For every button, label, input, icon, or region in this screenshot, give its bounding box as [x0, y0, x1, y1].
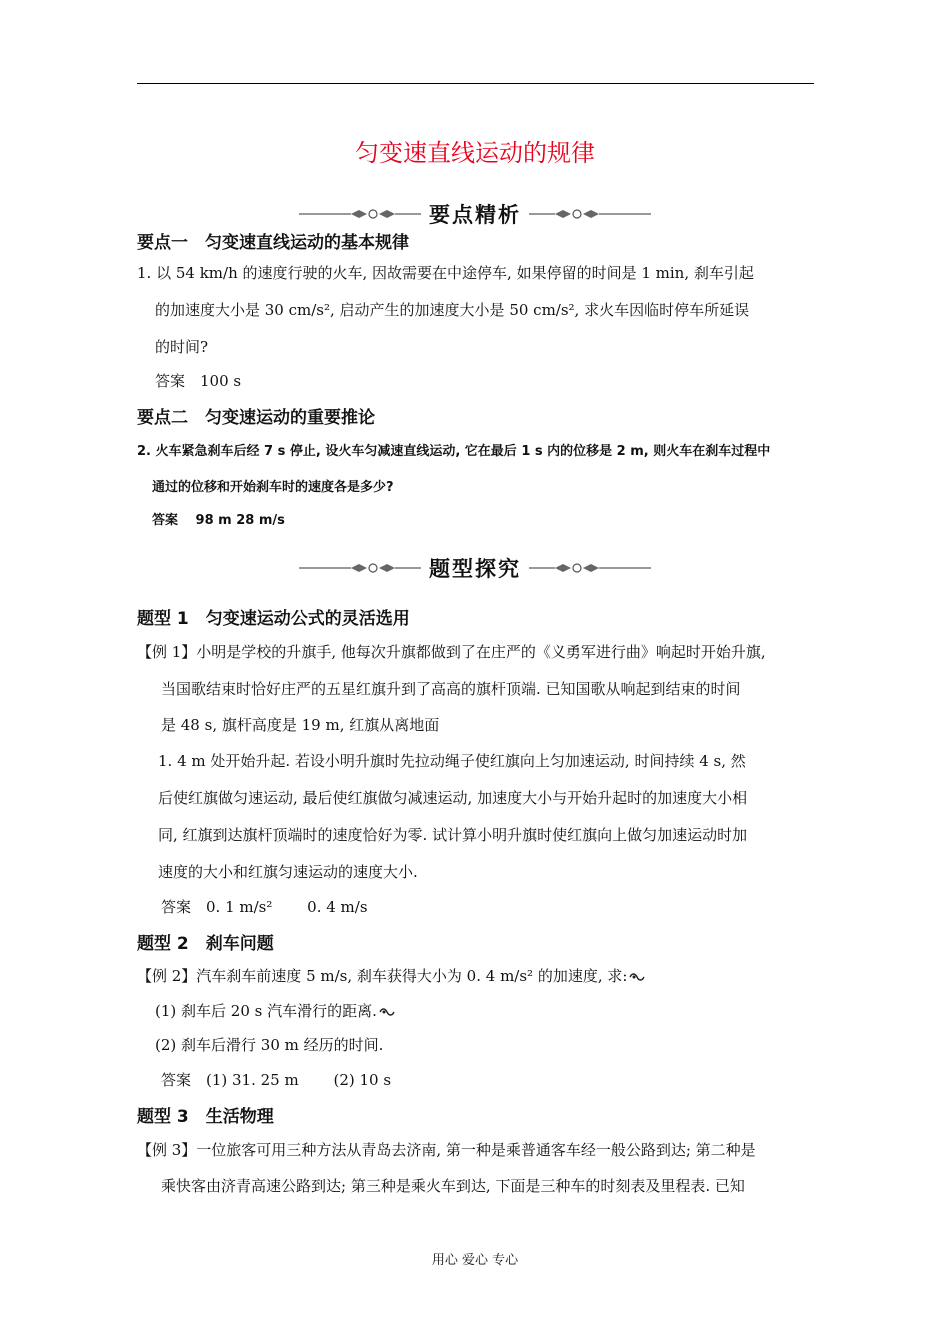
- ornament-right-icon: [529, 208, 651, 220]
- example-1-line: 1. 4 m 处开始升起. 若设小明升旗时先拉动绳子使红旗向上匀加速运动, 时间持续 4 s, 然: [158, 752, 746, 770]
- section-banner-key-points: [0, 199, 950, 229]
- question-2-line: 通过的位移和开始刹车时的速度各是多少?: [152, 480, 394, 495]
- page-title: 匀变速直线运动的规律: [355, 139, 595, 167]
- ornament-left-icon: [299, 208, 421, 220]
- type-2-heading: 题型 2 刹车问题: [137, 934, 274, 954]
- ornament-left-icon: [299, 562, 421, 574]
- banner-label: 要点精析: [429, 203, 521, 227]
- example-3-line: 乘快客由济青高速公路到达; 第三种是乘火车到达, 下面是三种车的时刻表及里程表. 已知: [161, 1177, 745, 1195]
- annotation-mark-icon: [629, 972, 645, 982]
- point-2-heading: 要点二 匀变速运动的重要推论: [137, 408, 375, 428]
- answer-2: 答案 98 m 28 m/s: [152, 513, 285, 528]
- annotation-mark-icon: [379, 1007, 395, 1017]
- example-1-line: 当国歌结束时恰好庄严的五星红旗升到了高高的旗杆顶端. 已知国歌从响起到结束的时间: [161, 680, 741, 698]
- example-2-line: [137, 965, 645, 986]
- example-1-line: 后使红旗做匀速运动, 最后使红旗做匀减速运动, 加速度大小与开始升起时的加速度大小相: [158, 789, 748, 807]
- example-1-line: 【例 1】小明是学校的升旗手, 他每次升旗都做到了在庄严的《义勇军进行曲》响起时开始升旗,: [137, 643, 766, 661]
- ornament-right-icon: [529, 562, 651, 574]
- page-footer: 用心 爱心 专心: [431, 1253, 519, 1268]
- banner-label: 题型探究: [429, 557, 521, 581]
- header-rule: [137, 83, 814, 84]
- answer-example-1: 答案 0. 1 m/s² 0. 4 m/s: [161, 898, 368, 916]
- question-1-line: 的加速度大小是 30 cm/s², 启动产生的加速度大小是 50 cm/s², 求火车因临时停车所延误: [155, 301, 750, 319]
- example-2-line: [155, 1000, 395, 1021]
- example-2-text: 【例 2】汽车刹车前速度 5 m/s, 刹车获得大小为 0. 4 m/s² 的加速度, 求:: [137, 967, 628, 985]
- question-1-line: 的时间?: [155, 338, 209, 356]
- answer-example-2: 答案 (1) 31. 25 m (2) 10 s: [161, 1071, 392, 1089]
- example-2-text: (1) 刹车后 20 s 汽车滑行的距离.: [155, 1002, 377, 1020]
- example-2-line: (2) 刹车后滑行 30 m 经历的时间.: [155, 1036, 384, 1054]
- example-3-line: 【例 3】一位旅客可用三种方法从青岛去济南, 第一种是乘普通客车经一般公路到达; 第二种是: [137, 1141, 756, 1159]
- type-3-heading: 题型 3 生活物理: [137, 1107, 274, 1127]
- example-1-line: 是 48 s, 旗杆高度是 19 m, 红旗从离地面: [161, 716, 440, 734]
- example-1-line: 速度的大小和红旗匀速运动的速度大小.: [158, 863, 418, 881]
- question-1-line: 1. 以 54 km/h 的速度行驶的火车, 因故需要在中途停车, 如果停留的时间是 1 min, 刹车引起: [137, 264, 754, 282]
- question-2-line: 2. 火车紧急刹车后经 7 s 停止, 设火车匀减速直线运动, 它在最后 1 s 内的位移是 2 m, 则火车在刹车过程中: [137, 444, 771, 459]
- point-1-heading: 要点一 匀变速直线运动的基本规律: [137, 233, 409, 253]
- type-1-heading: 题型 1 匀变速运动公式的灵活选用: [137, 609, 410, 629]
- section-banner-question-types: [0, 553, 950, 583]
- example-1-line: 同, 红旗到达旗杆顶端时的速度恰好为零. 试计算小明升旗时使红旗向上做匀加速运动时加: [158, 826, 748, 844]
- answer-1: 答案 100 s: [155, 372, 242, 390]
